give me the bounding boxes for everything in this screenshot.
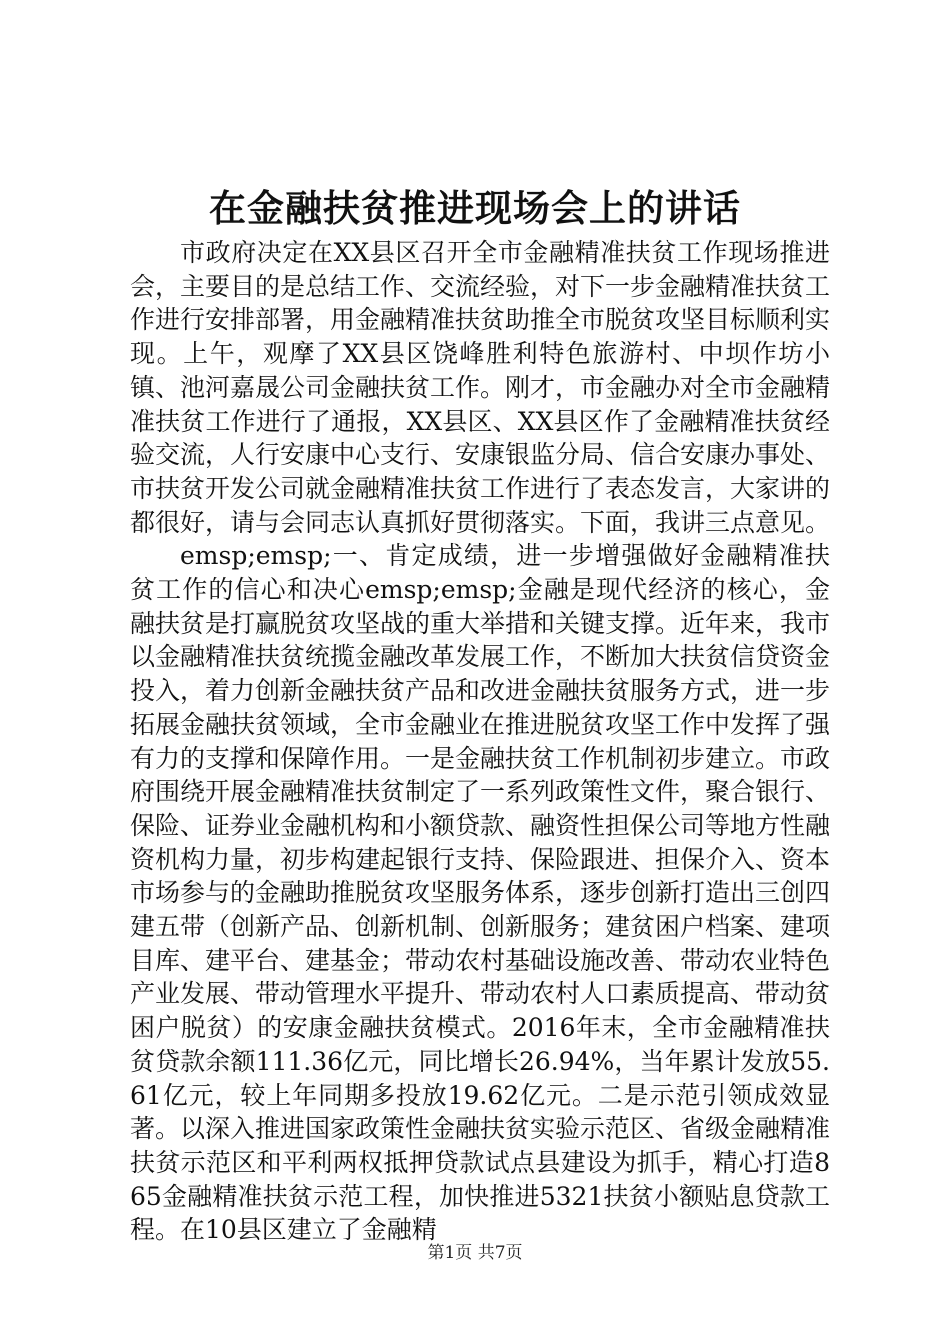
document-title: 在金融扶贫推进现场会上的讲话 (209, 186, 741, 230)
paragraph-intro: 市政府决定在XX县区召开全市金融精准扶贫工作现场推进会，主要目的是总结工作、交流经验，对下一步金融精准扶贫工作进行安排部署，用金融精准扶贫助推全市脱贫攻坚目标顺利实现。上午，观摩了XX县区饶峰胜利特色旅游村、中坝作坊小镇、池河嘉晟公司金融扶贫工作。刚才，市金融办对全市金融精准扶贫工作进行了通报，XX县区、XX县区作了金融精准扶贫经验交流，人行安康中心支行、安康银监分局、信合安康办事处、市扶贫开发公司就金融精准扶贫工作进行了表态发言，大家讲的都很好，请与会同志认真抓好贯彻落实。下面，我讲三点意见。 (130, 238, 831, 537)
paragraph-section-one: emsp;emsp;一、肯定成绩，进一步增强做好金融精准扶贫工作的信心和决心emsp;emsp;金融是现代经济的核心，金融扶贫是打赢脱贫攻坚战的重大举措和关键支撑。近年来，我市以金融精准扶贫统揽金融改革发展工作，不断加大扶贫信贷资金投入，着力创新金融扶贫产品和改进金融扶贫服务方式，进一步拓展金融扶贫领域，全市金融业在推进脱贫攻坚工作中发挥了强有力的支撑和保障作用。一是金融扶贫工作机制初步建立。市政府围绕开展金融精准扶贫制定了一系列政策性文件，聚合银行、保险、证券业金融机构和小额贷款、融资性担保公司等地方性融资机构力量，初步构建起银行支持、保险跟进、担保介入、资本市场参与的金融助推脱贫攻坚服务体系，逐步创新打造出三创四建五带（创新产品、创新机制、创新服务；建贫困户档案、建项目库、建平台、建基金；带动农村基础设施改善、带动农业特色产业发展、带动管理水平提升、带动农村人口素质提高、带动贫困户脱贫）的安康金融扶贫模式。2016年末，全市金融精准扶贫贷款余额111.36亿元，同比增长26.94%，当年累计发放55.61亿元，较上年同期多投放19.62亿元。二是示范引领成效显著。以深入推进国家政策性金融扶贫实验示范区、省级金融精准扶贫示范区和平利两权抵押贷款试点县建设为抓手，精心打造865金融精准扶贫示范工程，加快推进5321扶贫小额贴息贷款工程。在10县区建立了金融精 (130, 541, 831, 1245)
page-footer: 第1页 共7页 (427, 1243, 523, 1263)
document-body (130, 236, 830, 1247)
